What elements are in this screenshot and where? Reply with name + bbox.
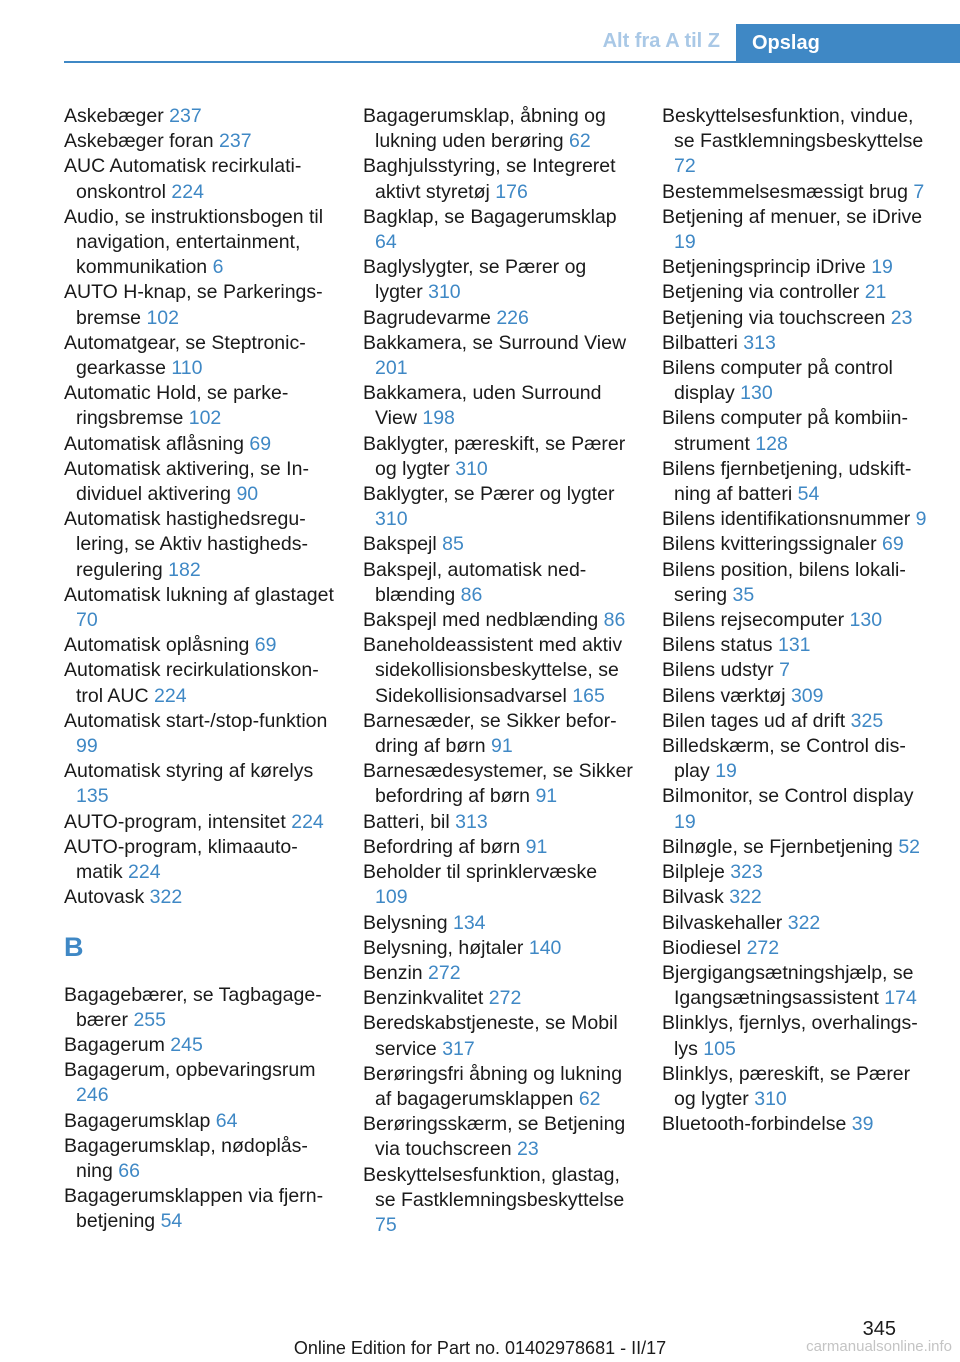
entry-term: Batteri, bil <box>363 810 450 833</box>
index-entry <box>64 457 336 507</box>
index-entry <box>662 911 934 936</box>
index-entry <box>363 432 635 482</box>
entry-page-link[interactable]: 90 <box>236 483 259 506</box>
entry-page-link[interactable]: 91 <box>535 785 558 808</box>
index-entry <box>64 129 336 154</box>
section-link[interactable]: Alt fra A til Z <box>602 30 720 52</box>
entry-term: Bilens position, bilens lokalisering <box>662 558 906 606</box>
entry-page-link[interactable]: 255 <box>133 1008 166 1031</box>
entry-term: Autovask <box>64 886 145 909</box>
entry-page-link[interactable]: 64 <box>215 1109 238 1132</box>
entry-term: Bilmonitor, se Control display <box>662 785 914 808</box>
index-entry <box>64 759 336 809</box>
index-column-2 <box>363 104 635 1238</box>
entry-page-link[interactable]: 39 <box>851 1113 874 1136</box>
entry-term: Blinklys, fjernlys, overhalingslys <box>662 1012 918 1060</box>
entry-page-link[interactable]: 226 <box>496 306 529 329</box>
entry-term: AUC Automatisk recirkulationskontrol <box>64 155 302 203</box>
index-entry <box>64 983 336 1033</box>
index-entry <box>64 835 336 885</box>
entry-page-link[interactable]: 23 <box>517 1138 539 1161</box>
index-entry <box>363 1112 635 1162</box>
index-entry <box>64 658 336 708</box>
index-entry <box>363 482 635 532</box>
entry-page-link[interactable]: 313 <box>743 331 776 354</box>
entry-term: Baneholdeassistent med aktiv sidekollisionsbeskyttelse, se Sidekollisionsadvarsel <box>363 634 623 707</box>
entry-term: Bilen tages ud af drift <box>662 709 846 732</box>
entry-term: Bagagerumsklappen via fjernbetjening <box>64 1185 324 1233</box>
entry-term: Barnesæder, se Sikker befordring af børn <box>363 709 617 758</box>
index-entry <box>662 1062 934 1112</box>
index-column-3 <box>662 104 934 1137</box>
entry-term: Beskyttelsesfunktion, vindue, se Fastklemningsbeskyttelse <box>662 105 924 153</box>
entry-page-link[interactable]: 224 <box>291 810 324 833</box>
index-entry <box>662 709 934 734</box>
entry-term: Automatisk hastighedsregulering, se Aktiv hastighedsregulering <box>64 508 308 581</box>
entry-page-link[interactable]: 91 <box>525 835 548 858</box>
entry-term: Bakkamera, se Surround View <box>363 331 627 354</box>
entry-page-link[interactable]: 105 <box>703 1037 736 1060</box>
index-entry <box>64 1109 336 1134</box>
index-entry <box>64 154 336 204</box>
entry-term: Bestemmelsesmæssigt brug <box>662 180 908 203</box>
index-entry <box>64 1184 336 1234</box>
entry-page-link[interactable]: 86 <box>603 609 626 632</box>
entry-term: Belysning <box>363 911 448 934</box>
entry-page-link[interactable]: 224 <box>128 861 161 884</box>
index-entry <box>662 658 934 683</box>
index-entry <box>363 104 635 154</box>
entry-term: Berøringsskærm, se Betjening via touchscreen <box>363 1113 626 1161</box>
entry-page-link[interactable]: 246 <box>76 1084 109 1107</box>
entry-page-link[interactable]: 99 <box>76 735 98 758</box>
entry-page-link[interactable]: 165 <box>572 684 605 707</box>
index-column-1 <box>64 104 336 1235</box>
entry-page-link[interactable]: 272 <box>428 961 461 984</box>
index-entry <box>363 759 635 809</box>
index-entry <box>363 810 635 835</box>
index-entry <box>363 381 635 431</box>
entry-term: Bilvask <box>662 886 724 909</box>
entry-page-link[interactable]: 69 <box>254 634 277 657</box>
entry-term: Bagagerumsklap, nødoplåsning <box>64 1134 308 1182</box>
entry-page-link[interactable]: 69 <box>249 432 272 455</box>
entry-page-link[interactable]: 54 <box>797 483 820 506</box>
entry-page-link[interactable]: 130 <box>740 382 773 405</box>
index-entry <box>662 180 934 205</box>
index-entry <box>363 633 635 709</box>
index-entry <box>64 810 336 835</box>
index-entry <box>662 356 934 406</box>
entry-term: Askebæger foran <box>64 130 214 153</box>
entry-page-link[interactable]: 198 <box>422 407 455 430</box>
entry-term: Automatisk lukning af glastaget <box>64 583 334 606</box>
entry-term: Bilens udstyr <box>662 659 774 682</box>
index-entry <box>662 961 934 1011</box>
entry-term: Baghjulsstyring, se Integreret aktivt styretøj <box>363 155 616 203</box>
entry-term: Bakspejl <box>363 533 437 556</box>
entry-term: AUTO-program, intensitet <box>64 810 286 833</box>
entry-page-link[interactable]: 128 <box>755 432 788 455</box>
entry-term: Baklygter, se Pærer og lygter <box>363 483 615 506</box>
entry-page-link[interactable]: 35 <box>732 583 755 606</box>
index-entry <box>64 583 336 633</box>
entry-page-link[interactable]: 54 <box>160 1210 183 1233</box>
entry-page-link[interactable]: 224 <box>154 684 187 707</box>
index-entry <box>363 1062 635 1112</box>
index-entry <box>363 1163 635 1239</box>
entry-page-link[interactable]: 310 <box>428 281 461 304</box>
index-entry <box>662 104 934 180</box>
entry-page-link[interactable]: 224 <box>171 180 204 203</box>
index-entry <box>662 507 934 532</box>
entry-term: Befordring af børn <box>363 835 521 858</box>
index-entry <box>363 532 635 557</box>
entry-term: Automatisk oplåsning <box>64 634 250 657</box>
entry-page-link[interactable]: 110 <box>171 357 203 380</box>
index-entry <box>64 709 336 759</box>
entry-term: Bilens computer på kombiinstrument <box>662 407 909 455</box>
index-entry <box>64 331 336 381</box>
entry-term: Bagagebærer, se Tagbagagebærer <box>64 983 322 1031</box>
entry-page-link[interactable]: 317 <box>442 1037 475 1060</box>
entry-term: Bilvaskehaller <box>662 911 783 934</box>
index-entry <box>363 558 635 608</box>
entry-page-link[interactable]: 19 <box>674 810 696 833</box>
entry-term: Blinklys, pæreskift, se Pærer og lygter <box>662 1062 911 1110</box>
entry-term: Barnesædesystemer, se Sikker befordring af børn <box>363 760 633 808</box>
entry-term: Beholder til sprinklervæske <box>363 861 598 884</box>
index-entry <box>363 986 635 1011</box>
entry-page-link[interactable]: 135 <box>76 785 109 808</box>
entry-page-link[interactable]: 176 <box>495 180 528 203</box>
entry-term: Bilens kvitteringssignaler <box>662 533 877 556</box>
index-entry <box>363 255 635 305</box>
index-entry <box>363 154 635 204</box>
entry-term: Askebæger <box>64 105 164 127</box>
entry-page-link[interactable]: 9 <box>915 508 927 531</box>
entry-term: Baklygter, pæreskift, se Pærer og lygter <box>363 432 626 480</box>
index-entry <box>363 205 635 255</box>
entry-page-link[interactable]: 310 <box>375 508 408 531</box>
entry-page-link[interactable]: 313 <box>455 810 488 833</box>
entry-page-link[interactable]: 62 <box>578 1087 601 1110</box>
header-rule <box>64 61 960 63</box>
entry-term: Bilnøgle, se Fjernbetjening <box>662 835 893 858</box>
index-entry <box>662 1112 934 1137</box>
entry-term: Beredskabstjeneste, se Mobil service <box>363 1012 618 1060</box>
index-entry <box>363 1011 635 1061</box>
entry-term: Automatisk styring af kørelys <box>64 760 314 783</box>
index-entry <box>662 457 934 507</box>
index-entry <box>662 331 934 356</box>
watermark: carmanualsonline.info <box>806 1338 952 1355</box>
entry-page-link[interactable]: 109 <box>375 886 408 909</box>
entry-term: AUTO H-knap, se Parkeringsbremse <box>64 281 323 329</box>
entry-term: Betjening via touchscreen <box>662 306 886 329</box>
index-entry <box>64 1058 336 1108</box>
entry-page-link[interactable]: 7 <box>913 180 925 203</box>
entry-term: Bagagerumsklap <box>64 1109 211 1132</box>
entry-page-link[interactable]: 75 <box>375 1213 397 1236</box>
entry-term: Betjening af menuer, se iDrive <box>662 205 923 228</box>
index-entry <box>662 608 934 633</box>
index-entry <box>363 709 635 759</box>
entry-page-link[interactable]: 310 <box>754 1087 787 1110</box>
entry-page-link[interactable]: 272 <box>746 936 780 959</box>
entry-term: Baglyslygter, se Pærer og lygter <box>363 256 587 304</box>
section-tab[interactable]: Opslag <box>736 24 960 62</box>
entry-term: Bagklap, se Bagagerumsklap <box>363 205 617 228</box>
entry-page-link[interactable]: 201 <box>375 357 408 380</box>
entry-page-link[interactable]: 52 <box>898 835 921 858</box>
entry-term: Automatgear, se Steptronic-gearkasse <box>64 331 306 380</box>
entry-term: Bilens status <box>662 634 773 657</box>
index-entry <box>64 432 336 457</box>
entry-page-link[interactable]: 245 <box>170 1033 203 1056</box>
entry-term: Bagagerumsklap, åbning og lukning uden berøring <box>363 105 606 153</box>
entry-term: Audio, se instruktionsbogen til navigation, entertainment, kommunikation <box>64 205 324 279</box>
entry-page-link[interactable]: 322 <box>149 886 183 909</box>
entry-page-link[interactable]: 309 <box>790 684 824 707</box>
entry-term: Automatisk aflåsning <box>64 432 244 455</box>
entry-page-link[interactable]: 131 <box>777 634 811 657</box>
entry-term: AUTO-program, klimaautomatik <box>64 835 298 884</box>
entry-page-link[interactable]: 130 <box>849 609 883 632</box>
entry-term: Betjeningsprincip iDrive <box>662 256 866 279</box>
page-number: 345 <box>862 1318 896 1340</box>
index-entry <box>662 860 934 885</box>
entry-term: Biodiesel <box>662 936 742 959</box>
entry-page-link[interactable]: 322 <box>787 911 821 934</box>
entry-page-link[interactable]: 85 <box>442 533 464 556</box>
entry-page-link[interactable]: 237 <box>219 130 252 153</box>
entry-page-link[interactable]: 23 <box>890 306 913 329</box>
index-entry <box>662 1011 934 1061</box>
index-entry <box>662 255 934 280</box>
entry-page-link[interactable]: 86 <box>460 583 483 606</box>
entry-term: Beskyttelsesfunktion, glastag, se Fastklemningsbeskyttelse <box>363 1163 625 1211</box>
entry-term: Bluetooth-forbindelse <box>662 1113 847 1136</box>
index-entry <box>662 734 934 784</box>
entry-page-link[interactable]: 102 <box>146 306 179 329</box>
index-entry <box>662 835 934 860</box>
index-entry <box>662 406 934 456</box>
footer-edition: Online Edition for Part no. 01402978681 - II/17 <box>293 1338 667 1358</box>
entry-term: Automatic Hold, se parkeringsbremse <box>64 382 289 430</box>
index-entry <box>662 885 934 910</box>
index-letter-heading: B <box>64 931 84 962</box>
index-entry <box>363 835 635 860</box>
index-entry <box>363 860 635 910</box>
index-entry <box>363 331 635 381</box>
entry-term: Bjergigangsætningshjælp, se Igangsætningsassistent <box>662 961 914 1010</box>
entry-page-link[interactable]: 322 <box>729 886 762 909</box>
entry-term: Betjening via controller <box>662 281 860 304</box>
entry-term: Bakspejl, automatisk nedblænding <box>363 558 587 606</box>
entry-page-link[interactable]: 272 <box>488 987 522 1010</box>
entry-term: Automatisk aktivering, se Individuel aktivering <box>64 457 309 506</box>
index-entry <box>64 280 336 330</box>
entry-term: Bagagerum <box>64 1033 165 1056</box>
index-entry <box>662 784 934 834</box>
index-entry <box>363 961 635 986</box>
index-entry <box>662 205 934 255</box>
entry-page-link[interactable]: 7 <box>779 659 790 682</box>
page-header <box>0 0 960 64</box>
index-entry <box>363 608 635 633</box>
index-entry <box>662 532 934 557</box>
entry-page-link[interactable]: 19 <box>715 760 737 783</box>
entry-page-link[interactable]: 69 <box>882 533 904 556</box>
entry-page-link[interactable]: 310 <box>455 457 488 480</box>
entry-term: Bilens identifikationsnummer <box>662 508 911 531</box>
entry-page-link[interactable]: 102 <box>188 407 222 430</box>
entry-page-link[interactable]: 140 <box>528 936 562 959</box>
index-entry <box>64 633 336 658</box>
index-entry <box>64 1134 336 1184</box>
index-entry <box>64 104 336 129</box>
entry-term: Belysning, højtaler <box>363 936 524 959</box>
entry-term: Berøringsfri åbning og lukning af bagagerumsklappen <box>363 1062 623 1110</box>
index-entry <box>662 936 934 961</box>
entry-term: Bakspejl med nedblænding <box>363 609 599 632</box>
entry-page-link[interactable]: 237 <box>169 105 202 127</box>
index-entry <box>662 280 934 305</box>
index-entry <box>662 558 934 608</box>
entry-page-link[interactable]: 134 <box>452 911 486 934</box>
index-entry <box>363 911 635 936</box>
index-entry <box>64 885 336 910</box>
entry-term: Bilens fjernbetjening, udskiftning af batteri <box>662 457 912 506</box>
entry-page-link[interactable]: 66 <box>118 1159 140 1182</box>
entry-page-link[interactable]: 323 <box>730 861 763 884</box>
entry-page-link[interactable]: 6 <box>212 256 224 279</box>
entry-page-link[interactable]: 174 <box>884 987 917 1010</box>
index-entry <box>662 306 934 331</box>
entry-page-link[interactable]: 19 <box>871 256 893 279</box>
entry-page-link[interactable]: 325 <box>850 709 884 732</box>
entry-term: Billedskærm, se Control display <box>662 735 906 783</box>
entry-page-link[interactable]: 19 <box>674 231 696 254</box>
entry-term: Bilbatteri <box>662 331 738 354</box>
entry-page-link[interactable]: 62 <box>569 130 591 153</box>
index-entry <box>662 684 934 709</box>
index-entry <box>64 1033 336 1058</box>
entry-term: Bakkamera, uden Surround View <box>363 382 602 430</box>
entry-term: Benzin <box>363 961 423 984</box>
entry-page-link[interactable]: 64 <box>375 231 397 254</box>
index-entry <box>64 507 336 583</box>
index-entry <box>363 306 635 331</box>
entry-term: Bilpleje <box>662 861 725 884</box>
entry-page-link[interactable]: 91 <box>490 735 513 758</box>
entry-page-link[interactable]: 72 <box>674 155 696 178</box>
entry-page-link[interactable]: 182 <box>168 558 201 581</box>
index-entry <box>363 936 635 961</box>
entry-page-link[interactable]: 70 <box>76 609 98 632</box>
entry-term: Bagagerum, opbevaringsrum <box>64 1059 316 1082</box>
index-entry <box>64 381 336 431</box>
entry-term: Automatisk recirkulationskontrol AUC <box>64 659 319 707</box>
index-entry <box>64 205 336 281</box>
entry-term: Bilens computer på control display <box>662 357 893 405</box>
entry-page-link[interactable]: 21 <box>864 281 887 304</box>
entry-term: Bagrudevarme <box>363 306 491 329</box>
entry-term: Bilens værktøj <box>662 684 786 707</box>
entry-term: Benzinkvalitet <box>363 987 484 1010</box>
entry-term: Automatisk start-/stop-funktion <box>64 709 328 732</box>
entry-term: Bilens rejsecomputer <box>662 609 845 632</box>
index-entry <box>662 633 934 658</box>
